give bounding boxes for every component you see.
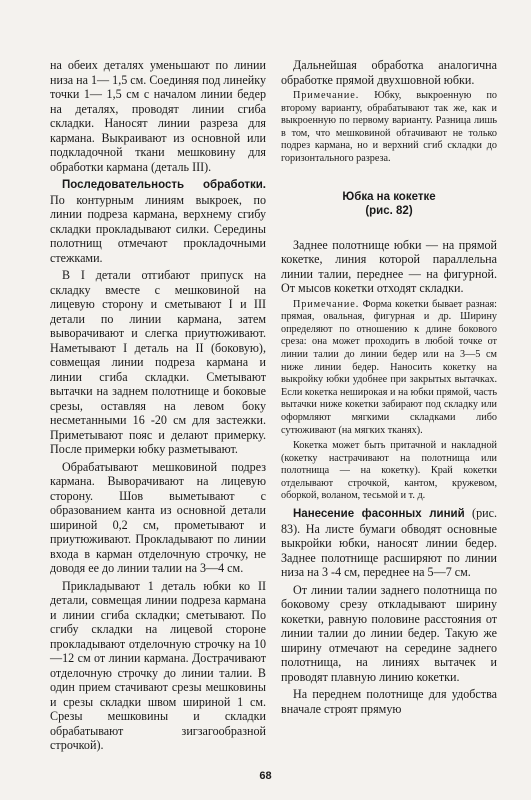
note [281, 90, 497, 166]
paragraph: Обрабатывают мешковиной подрез кармана. Выворачивают на лицевую сторону. Шов выметывают с образованием канта из основной детали шириной 0,2 см, прометывают и приутюживают. Прокладывают по линии входа в карман отделочную строчку, не доводя ее до линии талии на 3—4 см. [50, 459, 266, 575]
paragraph-title: Нанесение фасонных линий [293, 508, 465, 521]
note-label: Примечание. [293, 90, 360, 101]
paragraph-title: Последовательность обработки. [62, 179, 266, 191]
right-column [281, 58, 497, 716]
note-label: Примечание. [293, 298, 360, 310]
paragraph-body: По контурным линиям выкроек, по линии подреза кармана, верхнему сгибу складки прокладывают силки. Середины полотнищ отмечают прокладочными стежками. [50, 192, 266, 265]
paragraph: В I детали отгибают припуск на складку вместе с мешковиной на лицевую сторону и сметывают I и III детали по линии кармана, затем выворачивают и слегка приутюживают. Наметывают I деталь на II (боковую), совмещая линии подреза кармана и линии сгиба складки. Сметывают вытачки на заднем полотнище и боковые срезы, оставляя на левом боку несметанными 16 -20 см для застежки. Приметывают пояс и делают примерку. После примерки юбку разметывают. [50, 268, 266, 456]
paragraph: Прикладывают 1 деталь юбки ко II детали, совмещая линии подреза кармана и линии сгиба складки; сметывают. По сгибу складки на лицевой стороне прокладывают отделочную строчку на 10—12 см от линии кармана. Дострачивают отделочную строчку до линии талии. В один прием стачивают срезы мешковины и срезы складки швом шириной 1 см. Срезы мешковины и складки обрабатывают зигзагообразной строчкой). [50, 578, 266, 752]
paragraph: Дальнейшая обработка аналогична обработке прямой двухшовной юбки. [281, 58, 497, 87]
section-heading: Юбка на кокетке (рис. 82) [342, 190, 436, 217]
note: Кокетка может быть притачной и накладной (кокетку настрачивают на полотнища или полотнища — на кокетку). Край кокетки отделывают строчкой, кантом, кружевом, оборкой, воланом, тесьмой и т. д. [281, 440, 497, 502]
paragraph-fason [281, 506, 497, 580]
paragraph: на обеих деталях уменьшают по линии низа на 1— 1,5 см. Соединяя под линейку точки 1— 1,5 см с началом линии бедер на деталях, проводят линии сгиба складки. Наносят линии разреза для кармана. Выкраивают из основной или подкладочной ткани мешковину для обработки кармана (деталь III). [50, 58, 266, 174]
paragraph-body: (рис. 83). На листе бумаги обводят основные выкройки юбки, наносят линии бедер. Заднее полотнище расширяют по линии низа на 3 -4 см, переднее на 5—7 см. [281, 506, 497, 580]
paragraph-sequence [50, 177, 266, 265]
page-number: 68 [259, 770, 272, 782]
paragraph: Заднее полотнище юбки — на прямой кокетке, линия которой параллельна линии талии, переднее — на фигурной. От мысов кокетки отходят складки. [281, 237, 497, 296]
paragraph: От линии талии заднего полотнища по боковому срезу откладывают ширину кокетки, равную половине расстояния от линии талии до линии бедер. Такую же ширину отмечают на середине заднего полотнища, на линиях вытачек и проводят плавную линию кокетки. [281, 582, 497, 684]
note [281, 299, 497, 438]
left-column [50, 58, 266, 753]
note-body: Юбку, выкроенную по второму варианту, обрабатывают так же, как и выкроенную по первому варианту. Разница лишь в том, что мешковиной обтачивают не только подрез кармана, но и верхний сгиб складки до горизонтального разреза. [281, 90, 497, 164]
paragraph: На переднем полотнище для удобства вначале строят прямую [281, 687, 497, 716]
note-body: Форма кокетки бывает разная: прямая, овальная, фигурная и др. Ширину определяют по отношению к длине бокового среза: она может проходить в любой точке от линии талии до линии бедер или на 3—5 см ниже линии бедер. Наносить кокетку на выкройку юбки удобнее при закрытых вытачках. Если кокетка неширокая и на юбки прямой, часть вытачки ниже кокетки забирают под складку или оформляют мягкими складками либо сутюживают (на мягких тканях). [281, 298, 497, 436]
